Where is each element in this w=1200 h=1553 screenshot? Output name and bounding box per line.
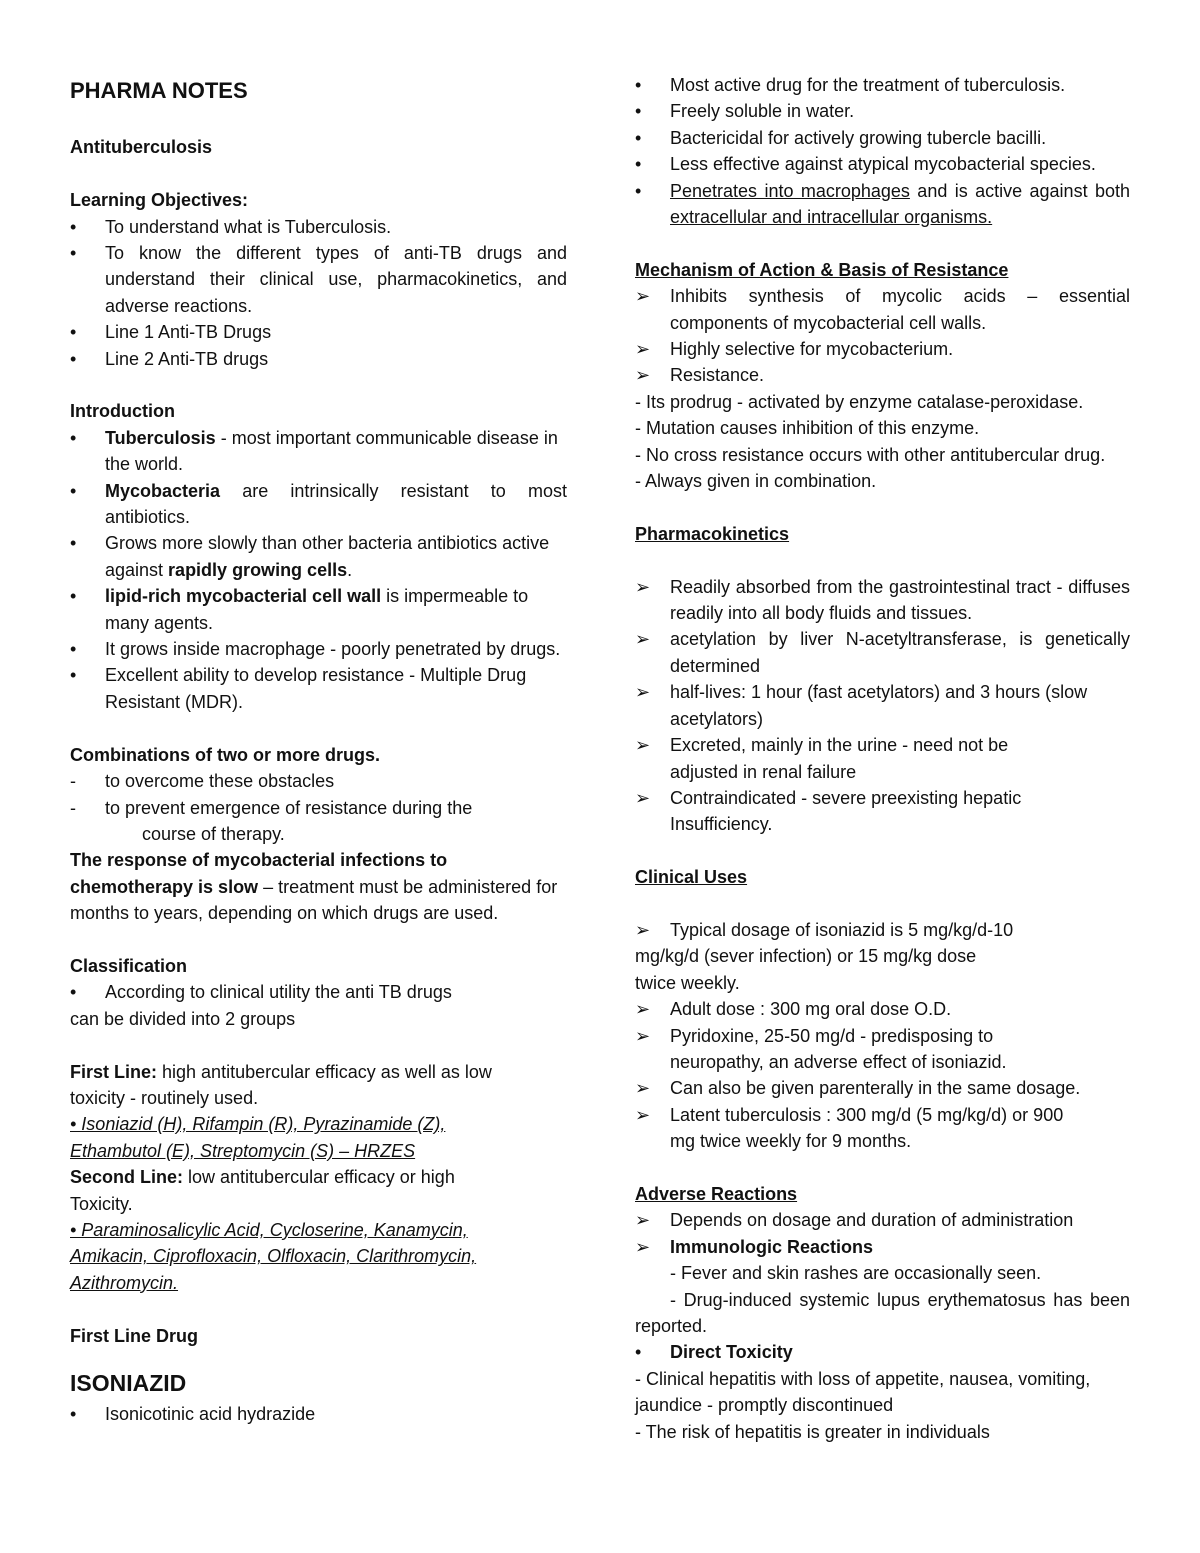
list-item: ➢ Highly selective for mycobacterium.	[635, 336, 1130, 362]
arrow-bullet-icon: ➢	[635, 1025, 651, 1046]
bullet-icon: •	[635, 75, 642, 95]
list-item: • Grows more slowly than other bacteria antibiotics active against rapidly growing cells.	[70, 530, 567, 583]
list-item: • It grows inside macrophage - poorly penetrated by drugs.	[70, 636, 567, 662]
arrow-bullet-icon: ➢	[635, 1236, 651, 1257]
cu-continuation: mg/kg/d (sever infection) or 15 mg/kg dose	[635, 946, 977, 967]
ar-subitem: - Fever and skin rashes are occasionally seen.	[670, 1263, 1042, 1284]
arrow-bullet-icon: ➢	[635, 576, 651, 597]
list-item: • Less effective against atypical mycobacterial species.	[635, 151, 1130, 177]
bullet-icon: •	[70, 586, 77, 607]
bullet-icon: •	[70, 480, 77, 501]
cu-heading: Clinical Uses	[635, 867, 748, 888]
list-item: • Mycobacteria are intrinsically resistant to most antibiotics.	[70, 478, 567, 531]
list-item: • According to clinical utility the anti TB drugs	[70, 979, 567, 1005]
arrow-bullet-icon: ➢	[635, 629, 651, 650]
intro-heading: Introduction	[70, 401, 175, 422]
list-item: • Freely soluble in water.	[635, 98, 1130, 124]
bullet-icon: •	[635, 154, 642, 175]
list-item: - to overcome these obstacles	[70, 768, 567, 794]
arrow-bullet-icon: ➢	[635, 365, 651, 386]
objectives-heading: Learning Objectives:	[70, 190, 249, 211]
ar-subitem: - Drug-induced systemic lupus erythematosus has been reported.	[635, 1289, 1130, 1336]
list-item: ➢ Adult dose : 300 mg oral dose O.D.	[635, 996, 1130, 1022]
bullet-icon: •	[70, 243, 77, 263]
list-item: - to prevent emergence of resistance during the	[70, 795, 567, 821]
arrow-bullet-icon: ➢	[635, 919, 651, 940]
arrow-bullet-icon: ➢	[635, 1104, 651, 1125]
bullet-icon: •	[635, 180, 642, 201]
bullet-icon: •	[635, 101, 642, 122]
list-item: ➢ Typical dosage of isoniazid is 5 mg/kg/d-10	[635, 917, 1130, 943]
list-item: • Excellent ability to develop resistance - Multiple Drug Resistant (MDR).	[70, 662, 567, 715]
first-line-drug-heading: First Line Drug	[70, 1325, 199, 1346]
classification-heading: Classification	[70, 955, 188, 976]
arrow-bullet-icon: ➢	[635, 1210, 651, 1231]
list-item: • Line 2 Anti-TB drugs	[70, 346, 567, 372]
first-line-drugs: • Isoniazid (H), Rifampin (R), Pyrazinamide (Z), Ethambutol (E), Streptomycin (S) – HRZES	[70, 1114, 446, 1161]
second-line-paragraph: Second Line: low antitubercular efficacy or high Toxicity.	[70, 1167, 455, 1214]
list-item: ➢ Pyridoxine, 25-50 mg/d - predisposing to neuropathy, an adverse effect of isoniazid.	[635, 1023, 1130, 1076]
bullet-icon: •	[70, 322, 77, 343]
first-line-paragraph: First Line: high antitubercular efficacy as well as low toxicity - routinely used.	[70, 1061, 492, 1108]
classification-continuation: can be divided into 2 groups	[70, 1008, 296, 1029]
dash-marker: -	[70, 771, 76, 792]
list-item: • Isonicotinic acid hydrazide	[70, 1401, 567, 1427]
list-item: ➢ acetylation by liver N-acetyltransferase, is genetically determined	[635, 626, 1130, 679]
list-item: ➢ Can also be given parenterally in the same dosage.	[635, 1075, 1130, 1101]
moa-heading: Mechanism of Action & Basis of Resistance	[635, 259, 1009, 280]
combinations-heading: Combinations of two or more drugs.	[70, 744, 380, 765]
list-item: ➢ Contraindicated - severe preexisting hepatic Insufficiency.	[635, 785, 1130, 838]
drug-name-heading: ISONIAZID	[70, 1369, 187, 1396]
list-item: ➢ Immunologic Reactions	[635, 1234, 1130, 1260]
ar-heading: Adverse Reactions	[635, 1183, 798, 1204]
list-item: • lipid-rich mycobacterial cell wall is impermeable to many agents.	[70, 583, 567, 636]
subject-heading: Antituberculosis	[70, 137, 213, 158]
dash-marker: -	[70, 797, 76, 818]
arrow-bullet-icon: ➢	[635, 735, 651, 756]
list-item: • Tuberculosis - most important communicable disease in the world.	[70, 425, 567, 478]
moa-note: - Its prodrug - activated by enzyme catalase-peroxidase.	[635, 391, 1084, 412]
bullet-icon: •	[70, 982, 77, 1003]
list-item: ➢ half-lives: 1 hour (fast acetylators) and 3 hours (slow acetylators)	[635, 679, 1130, 732]
arrow-bullet-icon: ➢	[635, 286, 651, 307]
list-item: ➢ Latent tuberculosis : 300 mg/d (5 mg/kg/d) or 900 mg twice weekly for 9 months.	[635, 1102, 1130, 1155]
left-column	[70, 72, 567, 1427]
bullet-icon: •	[70, 639, 77, 660]
bullet-icon: •	[635, 1342, 642, 1363]
list-item: • Direct Toxicity	[635, 1339, 1130, 1365]
list-item: • To know the different types of anti-TB drugs and understand their clinical use, pharmacokinetics, and adverse reactions.	[70, 240, 567, 319]
list-item: ➢ Excreted, mainly in the urine - need not be adjusted in renal failure	[635, 732, 1130, 785]
list-item: ➢ Resistance.	[635, 362, 1130, 388]
arrow-bullet-icon: ➢	[635, 339, 651, 360]
bullet-icon: •	[70, 665, 77, 686]
ar-note: - Clinical hepatitis with loss of appetite, nausea, vomiting, jaundice - promptly discontinued	[635, 1368, 1091, 1416]
bullet-icon: •	[70, 533, 77, 554]
list-item: • Most active drug for the treatment of tuberculosis.	[635, 72, 1130, 98]
pk-heading: Pharmacokinetics	[635, 523, 790, 544]
arrow-bullet-icon: ➢	[635, 787, 651, 808]
moa-note: - Mutation causes inhibition of this enzyme.	[635, 418, 980, 439]
second-line-drugs: • Paraminosalicylic Acid, Cycloserine, Kanamycin, Amikacin, Ciprofloxacin, Olfloxacin, Clarithromycin, Azithromycin.	[70, 1219, 477, 1293]
list-item: ➢ Readily absorbed from the gastrointestinal tract - diffuses readily into all body fluids and tissues.	[635, 574, 1130, 627]
bullet-icon: •	[70, 1403, 77, 1424]
bullet-icon: •	[635, 127, 642, 148]
list-item: • Bactericidal for actively growing tubercle bacilli.	[635, 125, 1130, 151]
page-title: PHARMA NOTES	[70, 78, 248, 103]
combinations-continuation: course of therapy.	[142, 823, 285, 844]
list-item: ➢ Inhibits synthesis of mycolic acids – essential components of mycobacterial cell walls.	[635, 283, 1130, 336]
arrow-bullet-icon: ➢	[635, 682, 651, 703]
bullet-icon: •	[70, 348, 77, 369]
ar-note: - The risk of hepatitis is greater in individuals	[635, 1421, 990, 1442]
moa-note: - Always given in combination.	[635, 471, 877, 492]
list-item: • To understand what is Tuberculosis.	[70, 214, 567, 240]
list-item: • Penetrates into macrophages and is active against both extracellular and intracellular organisms.	[635, 178, 1130, 231]
right-column	[635, 72, 1130, 1445]
cu-continuation: twice weekly.	[635, 972, 740, 993]
arrow-bullet-icon: ➢	[635, 999, 651, 1020]
moa-note: - No cross resistance occurs with other antitubercular drug.	[635, 444, 1106, 465]
list-item: • Line 1 Anti-TB Drugs	[70, 319, 567, 345]
arrow-bullet-icon: ➢	[635, 1078, 651, 1099]
list-item: ➢ Depends on dosage and duration of administration	[635, 1207, 1130, 1233]
bullet-icon: •	[70, 216, 77, 237]
response-paragraph: The response of mycobacterial infections to chemotherapy is slow – treatment must be administered for months to years, depending on which drugs are used.	[70, 850, 558, 924]
bullet-icon: •	[70, 427, 77, 448]
